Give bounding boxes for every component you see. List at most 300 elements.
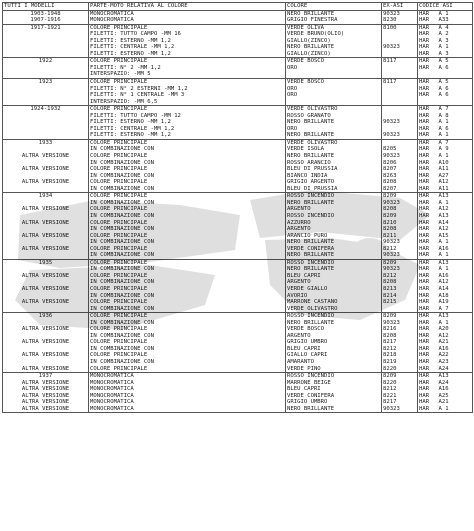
brand-cell: HAR	[418, 24, 438, 31]
model-cell: ALTRA VERSIONE	[21, 399, 70, 406]
asi-cell: A 1	[438, 406, 473, 413]
brand-cell: HAR	[418, 399, 438, 406]
brand-cell: HAR	[418, 106, 438, 113]
part-cell: IN COMBINAZIONE CON	[89, 173, 286, 180]
brand-cell: HAR	[418, 86, 438, 93]
brand-cell: HAR	[418, 58, 438, 65]
brand-cell: HAR	[418, 373, 438, 380]
model-cell: 1907-1916	[30, 17, 61, 24]
color-cell: VERDE PINO	[286, 366, 382, 373]
brand-cell: HAR	[418, 252, 438, 259]
color-cell: ROSSO GRANATO	[286, 113, 382, 120]
brand-cell: HAR	[418, 406, 438, 413]
code-cell: 8213	[382, 286, 418, 293]
code-cell: 8209	[382, 259, 418, 266]
model-cell: 1937	[3, 373, 89, 380]
color-cell: ARGENTO	[286, 226, 382, 233]
color-cell: ROSSO INCENDIO	[286, 373, 382, 380]
asi-cell: A12	[438, 206, 449, 213]
part-cell: INTERSPAZIO: -MM 6,5	[89, 99, 286, 106]
code-cell: 8212	[382, 273, 418, 280]
code-cell: 90323	[382, 252, 418, 259]
color-code-document	[2, 2, 472, 413]
part-cell: IN COMBINAZIONE CON	[89, 213, 286, 220]
color-cell: ROSSO INCENDIO	[286, 193, 382, 200]
asi-cell: A19	[438, 299, 449, 306]
table-row	[3, 313, 473, 320]
code-cell: 8217	[382, 399, 418, 406]
model-cell	[3, 71, 89, 78]
brand-cell	[418, 99, 438, 106]
model-cell: 1903-1948	[3, 10, 89, 17]
asi-cell: A 1	[438, 132, 449, 139]
part-cell: COLORE PRINCIPALE	[89, 153, 286, 160]
color-cell: NERO BRILLANTE	[286, 10, 382, 17]
asi-cell: A 5	[438, 58, 473, 65]
color-cell: VERDE BOSCO	[286, 79, 382, 86]
brand-cell: HAR	[418, 139, 438, 146]
code-cell: 8212	[382, 246, 418, 253]
brand-cell: HAR	[418, 366, 438, 373]
color-cell: BLEU DI PRUSSIA	[286, 186, 382, 193]
asi-cell: A13	[438, 373, 473, 380]
part-cell: FILETTI: N° 2 -MM 1,2	[89, 65, 286, 72]
color-cell: VERDE CONIFERA	[286, 393, 382, 400]
brand-cell: HAR	[418, 279, 438, 286]
brand-cell: HAR	[418, 259, 438, 266]
code-cell: 8211	[382, 233, 418, 240]
part-cell: COLORE PRINCIPALE	[89, 166, 286, 173]
color-cell: ROSSO INCENDIO	[286, 259, 382, 266]
model-cell	[3, 306, 89, 313]
model-cell: ALTRA VERSIONE	[21, 153, 70, 160]
code-cell: 8209	[382, 313, 418, 320]
asi-cell: A16	[438, 345, 449, 352]
part-cell: COLORE PRINCIPALE	[89, 24, 286, 31]
part-cell: IN COMBINAZIONE CON	[89, 252, 286, 259]
part-cell: MONOCROMATICA	[89, 406, 286, 413]
model-cell	[3, 132, 89, 139]
table-row	[3, 366, 473, 373]
model-cell: 1924-1932	[3, 106, 89, 113]
brand-cell: HAR	[418, 359, 438, 366]
model-cell	[3, 99, 89, 106]
part-cell: COLORE PRINCIPALE	[89, 313, 286, 320]
code-cell: 8117	[382, 79, 418, 86]
brand-cell: HAR	[418, 31, 438, 38]
model-cell: ALTRA VERSIONE	[21, 299, 70, 306]
code-cell	[382, 51, 418, 58]
model-cell: ALTRA VERSIONE	[21, 386, 70, 393]
brand-cell: HAR	[418, 380, 438, 387]
color-cell: ARGENTO	[286, 333, 382, 340]
part-cell: FILETTI: TUTTO CAMPO -MM 16	[89, 31, 286, 38]
color-cell: AVORIO	[286, 293, 382, 300]
model-cell: 1917-1921	[3, 24, 89, 31]
part-cell: COLORE PRINCIPALE	[89, 220, 286, 227]
table-row	[3, 373, 473, 380]
asi-cell: A 1	[438, 319, 449, 326]
color-cell: GRIGIO UMBRO	[286, 399, 382, 406]
color-cell: ORO	[286, 92, 382, 99]
code-cell: 90323	[382, 10, 418, 17]
table-row	[3, 139, 473, 146]
asi-cell: A11	[438, 185, 449, 192]
asi-cell: A33	[438, 17, 449, 24]
code-cell: 8220	[382, 380, 418, 387]
part-cell: MONOCROMATICA	[89, 386, 286, 393]
brand-cell: HAR	[418, 132, 438, 139]
brand-cell: HAR	[418, 352, 438, 359]
brand-cell: HAR	[418, 226, 438, 233]
part-cell: IN COMBINAZIONE CON	[89, 293, 286, 300]
brand-cell: HAR	[418, 186, 438, 193]
brand-cell: HAR	[418, 273, 438, 280]
color-cell: VERDE CONIFERA	[286, 246, 382, 253]
code-cell: 90323	[382, 119, 418, 126]
code-cell: 8207	[382, 186, 418, 193]
code-cell: 8208	[382, 179, 418, 186]
part-cell: IN COMBINAZIONE CON	[89, 160, 286, 167]
asi-cell: A 4	[438, 24, 473, 31]
code-cell: 90323	[382, 132, 418, 139]
model-cell: 1933	[3, 139, 89, 146]
asi-cell: A15	[438, 232, 449, 239]
table-row	[3, 252, 473, 259]
color-cell: ROSSO INCENDIO	[286, 213, 382, 220]
asi-cell: A12	[438, 226, 449, 233]
table-row	[3, 132, 473, 139]
code-cell: 8206	[382, 160, 418, 167]
part-cell: FILETTI: TUTTO CAMPO -MM 12	[89, 113, 286, 120]
model-cell	[3, 186, 89, 193]
part-cell: FILETTI: N° 1 CENTRALE -MM 3	[89, 92, 286, 99]
color-cell: NERO BRILLANTE	[286, 406, 382, 413]
asi-cell: A21	[438, 339, 449, 346]
code-cell: 90323	[382, 320, 418, 327]
asi-cell: A 7	[438, 106, 473, 113]
brand-cell: HAR	[418, 266, 438, 273]
color-cell: GIALLO CAPRI	[286, 352, 382, 359]
asi-cell: A 1	[438, 119, 449, 126]
model-cell: ALTRA VERSIONE	[21, 339, 70, 346]
brand-cell: HAR	[418, 79, 438, 86]
brand-cell: HAR	[418, 51, 438, 58]
model-cell: ALTRA VERSIONE	[21, 272, 70, 279]
part-cell: COLORE PRINCIPALE	[89, 179, 286, 186]
model-cell: 1922	[3, 58, 89, 65]
asi-cell: A 1	[438, 266, 449, 273]
code-cell: 8208	[382, 279, 418, 286]
asi-cell: A10	[438, 159, 449, 166]
color-cell: NERO BRILLANTE	[286, 44, 382, 51]
model-cell	[3, 51, 89, 58]
color-cell: VERDE OLIVASTRO	[286, 139, 382, 146]
part-cell: FILETTI: CENTRALE -MM 1,2	[89, 44, 286, 51]
part-cell: MONOCROMATICA	[89, 10, 286, 17]
code-cell: 8205	[382, 146, 418, 153]
part-cell: INTERSPAZIO: -MM 5	[89, 71, 286, 78]
part-cell: IN COMBINAZIONE CON	[89, 146, 286, 153]
code-cell: 8208	[382, 206, 418, 213]
part-cell: COLORE PRINCIPALE	[89, 139, 286, 146]
color-cell: NERO BRILLANTE	[286, 119, 382, 126]
color-cell: NERO BRILLANTE	[286, 252, 382, 259]
part-cell: COLORE PRINCIPALE	[89, 366, 286, 373]
brand-cell: HAR	[418, 113, 438, 120]
table-row	[3, 106, 473, 113]
table-row	[3, 79, 473, 86]
code-cell: 8217	[382, 339, 418, 346]
brand-cell: HAR	[418, 346, 438, 353]
color-cell: VERDE BRUNO(OLIO)	[286, 31, 382, 38]
brand-cell: HAR	[418, 146, 438, 153]
code-cell: 90323	[382, 200, 418, 207]
color-cell: VERDE OLIVASTRO	[286, 106, 382, 113]
code-cell	[382, 71, 418, 78]
color-cell: GRIGIO UMBRO	[286, 339, 382, 346]
color-cell: GIALLO(ZINCO)	[286, 51, 382, 58]
color-cell: VERDE GIALLO	[286, 286, 382, 293]
part-cell: FILETTI: ESTERNO -MM 1,2	[89, 38, 286, 45]
color-cell: BLEU CAPRI	[286, 273, 382, 280]
model-cell: ALTRA VERSIONE	[21, 365, 70, 372]
part-cell: IN COMBINAZIONE CON	[89, 359, 286, 366]
color-cell: MARRONE CASTANO	[286, 299, 382, 306]
asi-cell: A 7	[438, 139, 473, 146]
brand-cell: HAR	[418, 299, 438, 306]
asi-cell: A13	[438, 259, 473, 266]
model-cell: ALTRA VERSIONE	[21, 285, 70, 292]
part-cell: COLORE PRINCIPALE	[89, 246, 286, 253]
brand-cell: HAR	[418, 239, 438, 246]
asi-cell	[438, 71, 473, 78]
asi-cell: A 2	[438, 31, 449, 38]
asi-cell: A 1	[438, 10, 473, 17]
asi-cell	[438, 99, 473, 106]
asi-cell: A13	[438, 193, 473, 200]
model-cell: 1923	[3, 79, 89, 86]
code-cell: 8214	[382, 293, 418, 300]
brand-cell: HAR	[418, 386, 438, 393]
color-cell: NERO BRILLANTE	[286, 320, 382, 327]
asi-cell: A 3	[438, 37, 449, 44]
code-cell	[382, 306, 418, 313]
color-cell: MARRONE BEIGE	[286, 380, 382, 387]
code-cell: 8263	[382, 173, 418, 180]
asi-cell: A18	[438, 292, 449, 299]
asi-cell: A 1	[438, 252, 449, 259]
model-cell: 1935	[3, 259, 89, 266]
part-cell: IN COMBINAZIONE CON	[89, 239, 286, 246]
code-cell: 8208	[382, 333, 418, 340]
model-cell: ALTRA VERSIONE	[21, 166, 70, 173]
brand-cell: HAR	[418, 173, 438, 180]
brand-cell: HAR	[418, 333, 438, 340]
code-cell: 8230	[382, 17, 418, 24]
table-row	[3, 193, 473, 200]
asi-cell: A14	[438, 285, 449, 292]
part-cell: COLORE PRINCIPALE	[89, 339, 286, 346]
brand-cell: HAR	[418, 200, 438, 207]
code-cell: 8209	[382, 213, 418, 220]
asi-cell: A12	[438, 179, 449, 186]
part-cell: COLORE PRINCIPALE	[89, 206, 286, 213]
code-cell	[382, 106, 418, 113]
code-cell: 8212	[382, 346, 418, 353]
asi-cell: A 9	[438, 146, 449, 153]
asi-cell: A22	[438, 352, 449, 359]
color-cell: ORO	[286, 86, 382, 93]
table-row	[3, 10, 473, 17]
part-cell: COLORE PRINCIPALE	[89, 233, 286, 240]
asi-cell: A24	[438, 379, 449, 386]
table-row	[3, 406, 473, 413]
color-cell: VERDE BOSCO	[286, 326, 382, 333]
brand-cell: HAR	[418, 339, 438, 346]
asi-cell: A 1	[438, 153, 449, 160]
part-cell: IN COMBINAZIONE CON	[89, 320, 286, 327]
part-cell: IN COMBINAZIONE CON	[89, 346, 286, 353]
table-header-row	[3, 3, 473, 11]
code-cell: 8100	[382, 24, 418, 31]
table-row	[3, 259, 473, 266]
asi-cell: A20	[438, 326, 449, 333]
part-cell: FILETTI: CENTRALE -MM 1,2	[89, 126, 286, 133]
model-cell: ALTRA VERSIONE	[21, 379, 70, 386]
code-cell: 8209	[382, 193, 418, 200]
code-cell: 8212	[382, 386, 418, 393]
color-cell: VERDE BOSCO	[286, 58, 382, 65]
brand-cell: HAR	[418, 213, 438, 220]
part-cell: MONOCROMATICA	[89, 373, 286, 380]
model-cell: 1934	[3, 193, 89, 200]
code-cell: 8210	[382, 220, 418, 227]
table-row	[3, 17, 473, 24]
color-cell: NERO BRILLANTE	[286, 153, 382, 160]
color-cell: NERO BRILLANTE	[286, 239, 382, 246]
color-cell: GRIGIO FINESTRA	[286, 17, 382, 24]
brand-cell: HAR	[418, 17, 438, 24]
code-cell: 8221	[382, 393, 418, 400]
model-cell: ALTRA VERSIONE	[21, 232, 70, 239]
brand-cell: HAR	[418, 326, 438, 333]
model-cell: ALTRA VERSIONE	[21, 392, 70, 399]
part-cell: MONOCROMATICA	[89, 380, 286, 387]
part-cell: MONOCROMATICA	[89, 17, 286, 24]
brand-cell	[418, 71, 438, 78]
brand-cell: HAR	[418, 119, 438, 126]
model-cell	[3, 252, 89, 259]
asi-cell: A 3	[438, 50, 449, 57]
color-cell: VERDE OLIVA	[286, 24, 382, 31]
color-cell: ROSSO ARANCIO	[286, 160, 382, 167]
model-cell: ALTRA VERSIONE	[21, 179, 70, 186]
asi-cell: A12	[438, 279, 449, 286]
asi-cell: A 6	[438, 125, 449, 132]
asi-cell: A11	[438, 166, 449, 173]
model-cell: ALTRA VERSIONE	[3, 406, 89, 413]
part-cell: IN COMBINAZIONE CON	[89, 226, 286, 233]
table-row	[3, 186, 473, 193]
color-cell: GIALLO(ZINCO)	[286, 38, 382, 45]
table-row	[3, 51, 473, 58]
color-cell: ORO	[286, 126, 382, 133]
color-cell: AMARANTO	[286, 359, 382, 366]
code-cell: 90323	[382, 406, 418, 413]
code-cell: 8117	[382, 58, 418, 65]
brand-cell: HAR	[418, 286, 438, 293]
asi-cell: A23	[438, 358, 449, 365]
part-cell: COLORE PRINCIPALE	[89, 326, 286, 333]
asi-cell: A 8	[438, 112, 449, 119]
color-cell: BIANCO INDIA	[286, 173, 382, 180]
code-cell	[382, 99, 418, 106]
brand-cell: HAR	[418, 293, 438, 300]
brand-cell: HAR	[418, 65, 438, 72]
table-row	[3, 71, 473, 78]
brand-cell: HAR	[418, 320, 438, 327]
color-cell: ROSSO INCENDIO	[286, 313, 382, 320]
color-cell: BLEU DI PRUSSIA	[286, 166, 382, 173]
part-cell: COLORE PRINCIPALE	[89, 299, 286, 306]
asi-cell: A 1	[438, 239, 449, 246]
brand-cell: HAR	[418, 233, 438, 240]
asi-cell: A24	[438, 365, 449, 372]
code-cell: 8208	[382, 226, 418, 233]
part-cell: COLORE PRINCIPALE	[89, 273, 286, 280]
asi-cell: A13	[438, 212, 449, 219]
asi-cell: A 1	[438, 199, 449, 206]
color-cell: BLEU CAPRI	[286, 386, 382, 393]
color-cell	[286, 71, 382, 78]
asi-cell: A 7	[438, 305, 449, 312]
code-cell: 90323	[382, 153, 418, 160]
color-cell: ARGENTO	[286, 279, 382, 286]
brand-cell: HAR	[418, 246, 438, 253]
brand-cell: HAR	[418, 306, 438, 313]
code-cell: 90323	[382, 44, 418, 51]
asi-cell: A12	[438, 332, 449, 339]
code-cell: 8219	[382, 359, 418, 366]
part-cell: FILETTI: N° 2 ESTERNI -MM 1,2	[89, 86, 286, 93]
part-cell: IN COMBINAZIONE CON	[89, 306, 286, 313]
table-row	[3, 24, 473, 31]
part-cell: FILETTI: ESTERNO -MM 1,2	[89, 132, 286, 139]
color-cell: ARGENTO	[286, 206, 382, 213]
color-cell: BLEU CAPRI	[286, 346, 382, 353]
code-cell: 8215	[382, 299, 418, 306]
brand-cell: HAR	[418, 10, 438, 17]
code-cell: 8220	[382, 366, 418, 373]
part-cell: COLORE PRINCIPALE	[89, 193, 286, 200]
model-cell: 1936	[3, 313, 89, 320]
code-cell: 90323	[382, 239, 418, 246]
brand-cell: HAR	[418, 193, 438, 200]
part-cell: MONOCROMATICA	[89, 393, 286, 400]
model-cell: ALTRA VERSIONE	[21, 245, 70, 252]
brand-cell: HAR	[418, 220, 438, 227]
asi-cell: A16	[438, 272, 449, 279]
table-row	[3, 99, 473, 106]
table-row	[3, 58, 473, 65]
color-cell: ARANCIO PURO	[286, 233, 382, 240]
asi-cell: A14	[438, 219, 449, 226]
color-cell: GRIGIO ARGENTO	[286, 179, 382, 186]
brand-cell: HAR	[418, 166, 438, 173]
part-cell: FILETTI: ESTERNO -MM 1,2	[89, 119, 286, 126]
code-cell: 8209	[382, 373, 418, 380]
